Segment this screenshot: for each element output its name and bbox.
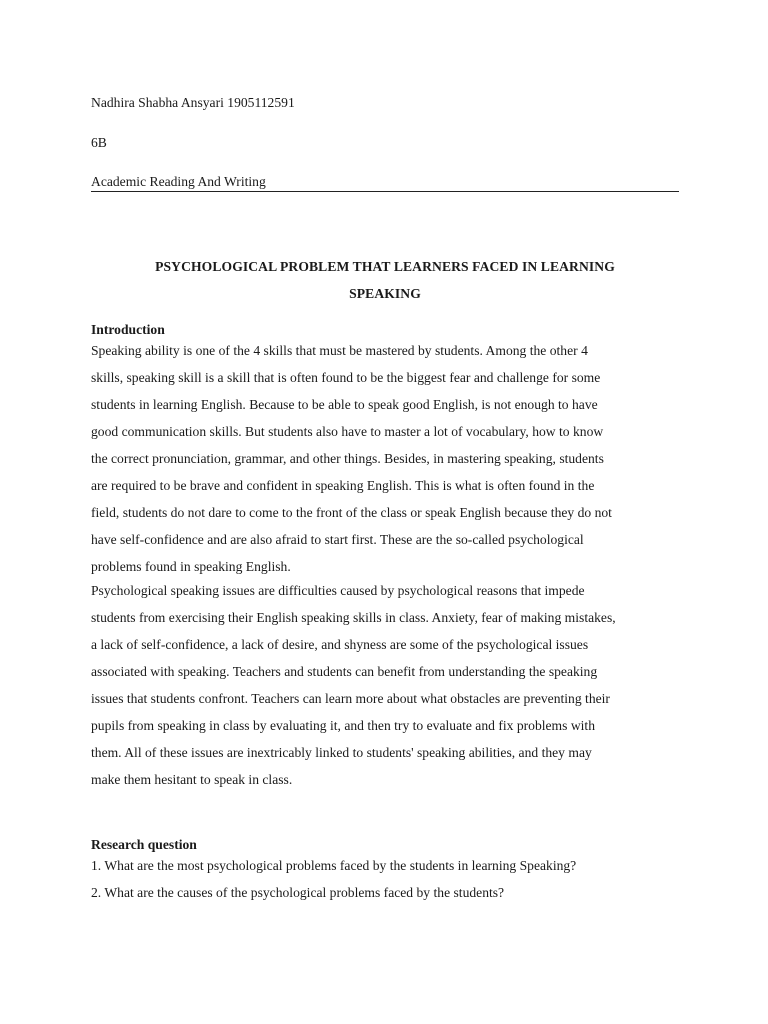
research-question-1: 1. What are the most psychological problems faced by the students in learning Speaking? <box>91 858 577 873</box>
paragraph-line: the correct pronunciation, grammar, and other things. Besides, in mastering speaking, students <box>91 451 604 466</box>
introduction-paragraph-1 <box>91 337 681 580</box>
author-line: Nadhira Shabha Ansyari 1905112591 <box>91 95 295 110</box>
research-question-2: 2. What are the causes of the psychological problems faced by the students? <box>91 885 505 900</box>
paragraph-line: field, students do not dare to come to the front of the class or speak English because they do not <box>91 505 612 520</box>
introduction-paragraph-2 <box>91 577 681 793</box>
course-line: Academic Reading And Writing <box>91 174 266 189</box>
header-divider <box>91 191 679 192</box>
paragraph-line: associated with speaking. Teachers and students can benefit from understanding the speaking <box>91 664 598 679</box>
research-question-heading: Research question <box>91 837 197 852</box>
paragraph-line: have self-confidence and are also afraid to start first. These are the so-called psychological <box>91 532 584 547</box>
paragraph-line: problems found in speaking English. <box>91 559 291 574</box>
paragraph-line: a lack of self-confidence, a lack of desire, and shyness are some of the psychological issues <box>91 637 589 652</box>
paragraph-line: make them hesitant to speak in class. <box>91 772 293 787</box>
introduction-heading: Introduction <box>91 322 165 337</box>
title-line-1: PSYCHOLOGICAL PROBLEM THAT LEARNERS FACED IN LEARNING <box>155 259 615 274</box>
document-title <box>91 253 679 307</box>
title-line-2: SPEAKING <box>349 286 421 301</box>
paragraph-line: are required to be brave and confident in speaking English. This is what is often found in the <box>91 478 595 493</box>
paragraph-line: skills, speaking skill is a skill that is often found to be the biggest fear and challenge for some <box>91 370 601 385</box>
paragraph-line: students in learning English. Because to be able to speak good English, is not enough to have <box>91 397 598 412</box>
class-line: 6B <box>91 135 107 150</box>
paragraph-line: pupils from speaking in class by evaluating it, and then try to evaluate and fix problems with <box>91 718 595 733</box>
paragraph-line: good communication skills. But students also have to master a lot of vocabulary, how to know <box>91 424 604 439</box>
paragraph-line: issues that students confront. Teachers can learn more about what obstacles are preventing their <box>91 691 610 706</box>
paragraph-line: Psychological speaking issues are difficulties caused by psychological reasons that impede <box>91 583 585 598</box>
paragraph-line: students from exercising their English speaking skills in class. Anxiety, fear of making mistakes, <box>91 610 616 625</box>
paragraph-line: Speaking ability is one of the 4 skills that must be mastered by students. Among the other 4 <box>91 343 588 358</box>
paragraph-line: them. All of these issues are inextricably linked to students' speaking abilities, and they may <box>91 745 592 760</box>
